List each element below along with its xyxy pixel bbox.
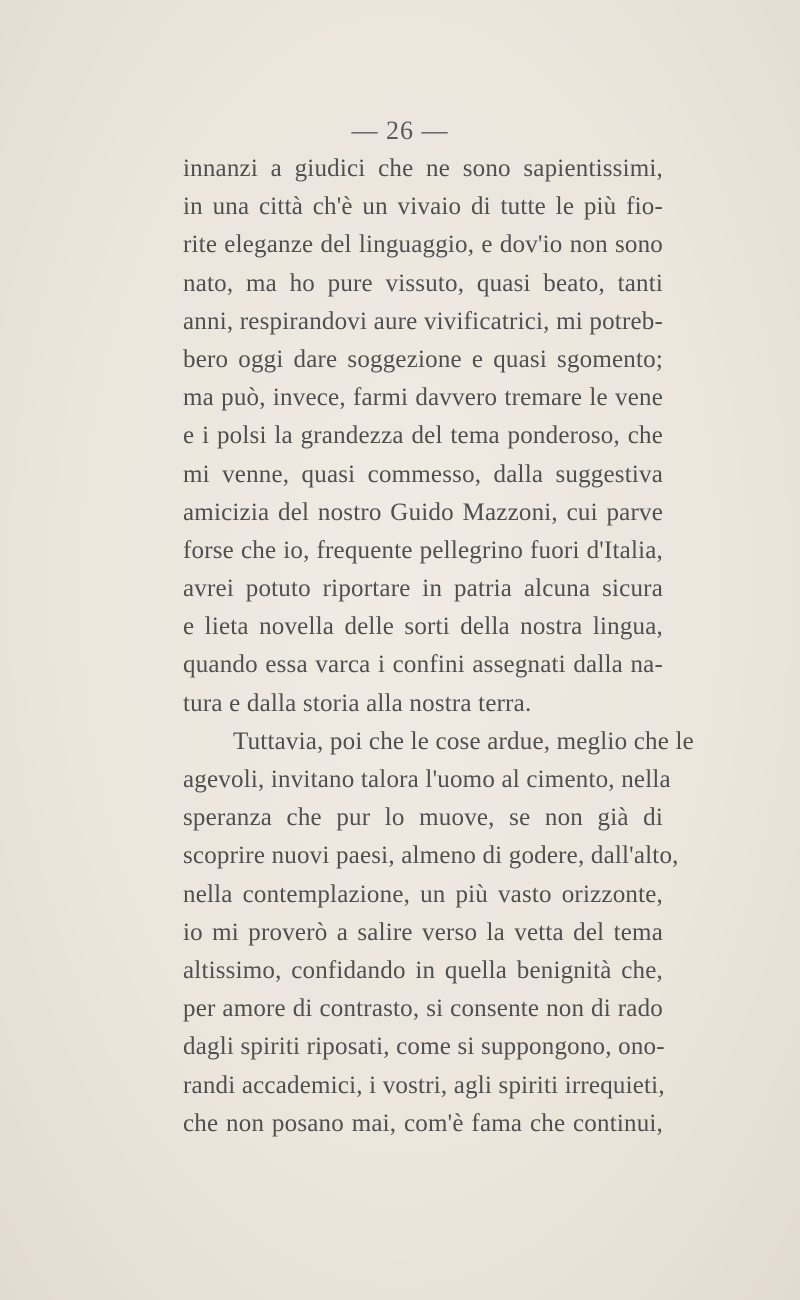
text-line: agevoli, invitano talora l'uomo al cimento, nella xyxy=(183,766,671,793)
text-line: ma può, invece, farmi davvero tremare le vene xyxy=(183,384,663,412)
text-line: e i polsi la grandezza del tema ponderoso, che xyxy=(183,422,663,450)
body-text xyxy=(183,150,694,1143)
text-line: altissimo, confidando in quella benignità che, xyxy=(183,956,663,984)
text-line: speranza che pur lo muove, se non già di xyxy=(183,804,663,832)
page-number: — 26 — xyxy=(351,116,449,145)
text-line: io mi proverò a salire verso la vetta del tema xyxy=(183,918,663,946)
text-line: amicizia del nostro Guido Mazzoni, cui parve xyxy=(183,498,663,526)
text-line: in una città ch'è un vivaio di tutte le più fio- xyxy=(183,193,663,221)
text-line: forse che io, frequente pellegrino fuori d'Italia, xyxy=(183,536,663,564)
text-line: avrei potuto riportare in patria alcuna sicura xyxy=(183,575,663,603)
text-line: tura e dalla storia alla nostra terra. xyxy=(183,689,532,717)
text-line: mi venne, quasi commesso, dalla suggestiva xyxy=(183,460,663,488)
paragraph-start-line: Tuttavia, poi che le cose ardue, meglio che le xyxy=(233,727,694,755)
text-line: rite eleganze del linguaggio, e dov'io non sono xyxy=(183,231,663,259)
text-line: anni, respirandovi aure vivificatrici, mi potreb- xyxy=(183,307,663,335)
text-line: scoprire nuovi paesi, almeno di godere, dall'alto, xyxy=(183,842,679,870)
text-line: nella contemplazione, un più vasto orizzonte, xyxy=(183,880,663,908)
text-line: per amore di contrasto, si consente non di rado xyxy=(183,995,663,1023)
text-line: randi accademici, i vostri, agli spiriti irrequieti, xyxy=(183,1071,665,1099)
text-line: innanzi a giudici che ne sono sapientissimi, xyxy=(183,155,663,182)
text-line: e lieta novella delle sorti della nostra lingua, xyxy=(183,613,663,641)
text-line: bero oggi dare soggezione e quasi sgomento; xyxy=(183,345,663,373)
text-line: quando essa varca i confini assegnati dalla na- xyxy=(183,651,663,679)
text-line: nato, ma ho pure vissuto, quasi beato, tanti xyxy=(183,269,663,297)
text-line: che non posano mai, com'è fama che continui, xyxy=(183,1109,663,1137)
text-line: dagli spiriti riposati, come si suppongono, ono- xyxy=(183,1033,665,1061)
